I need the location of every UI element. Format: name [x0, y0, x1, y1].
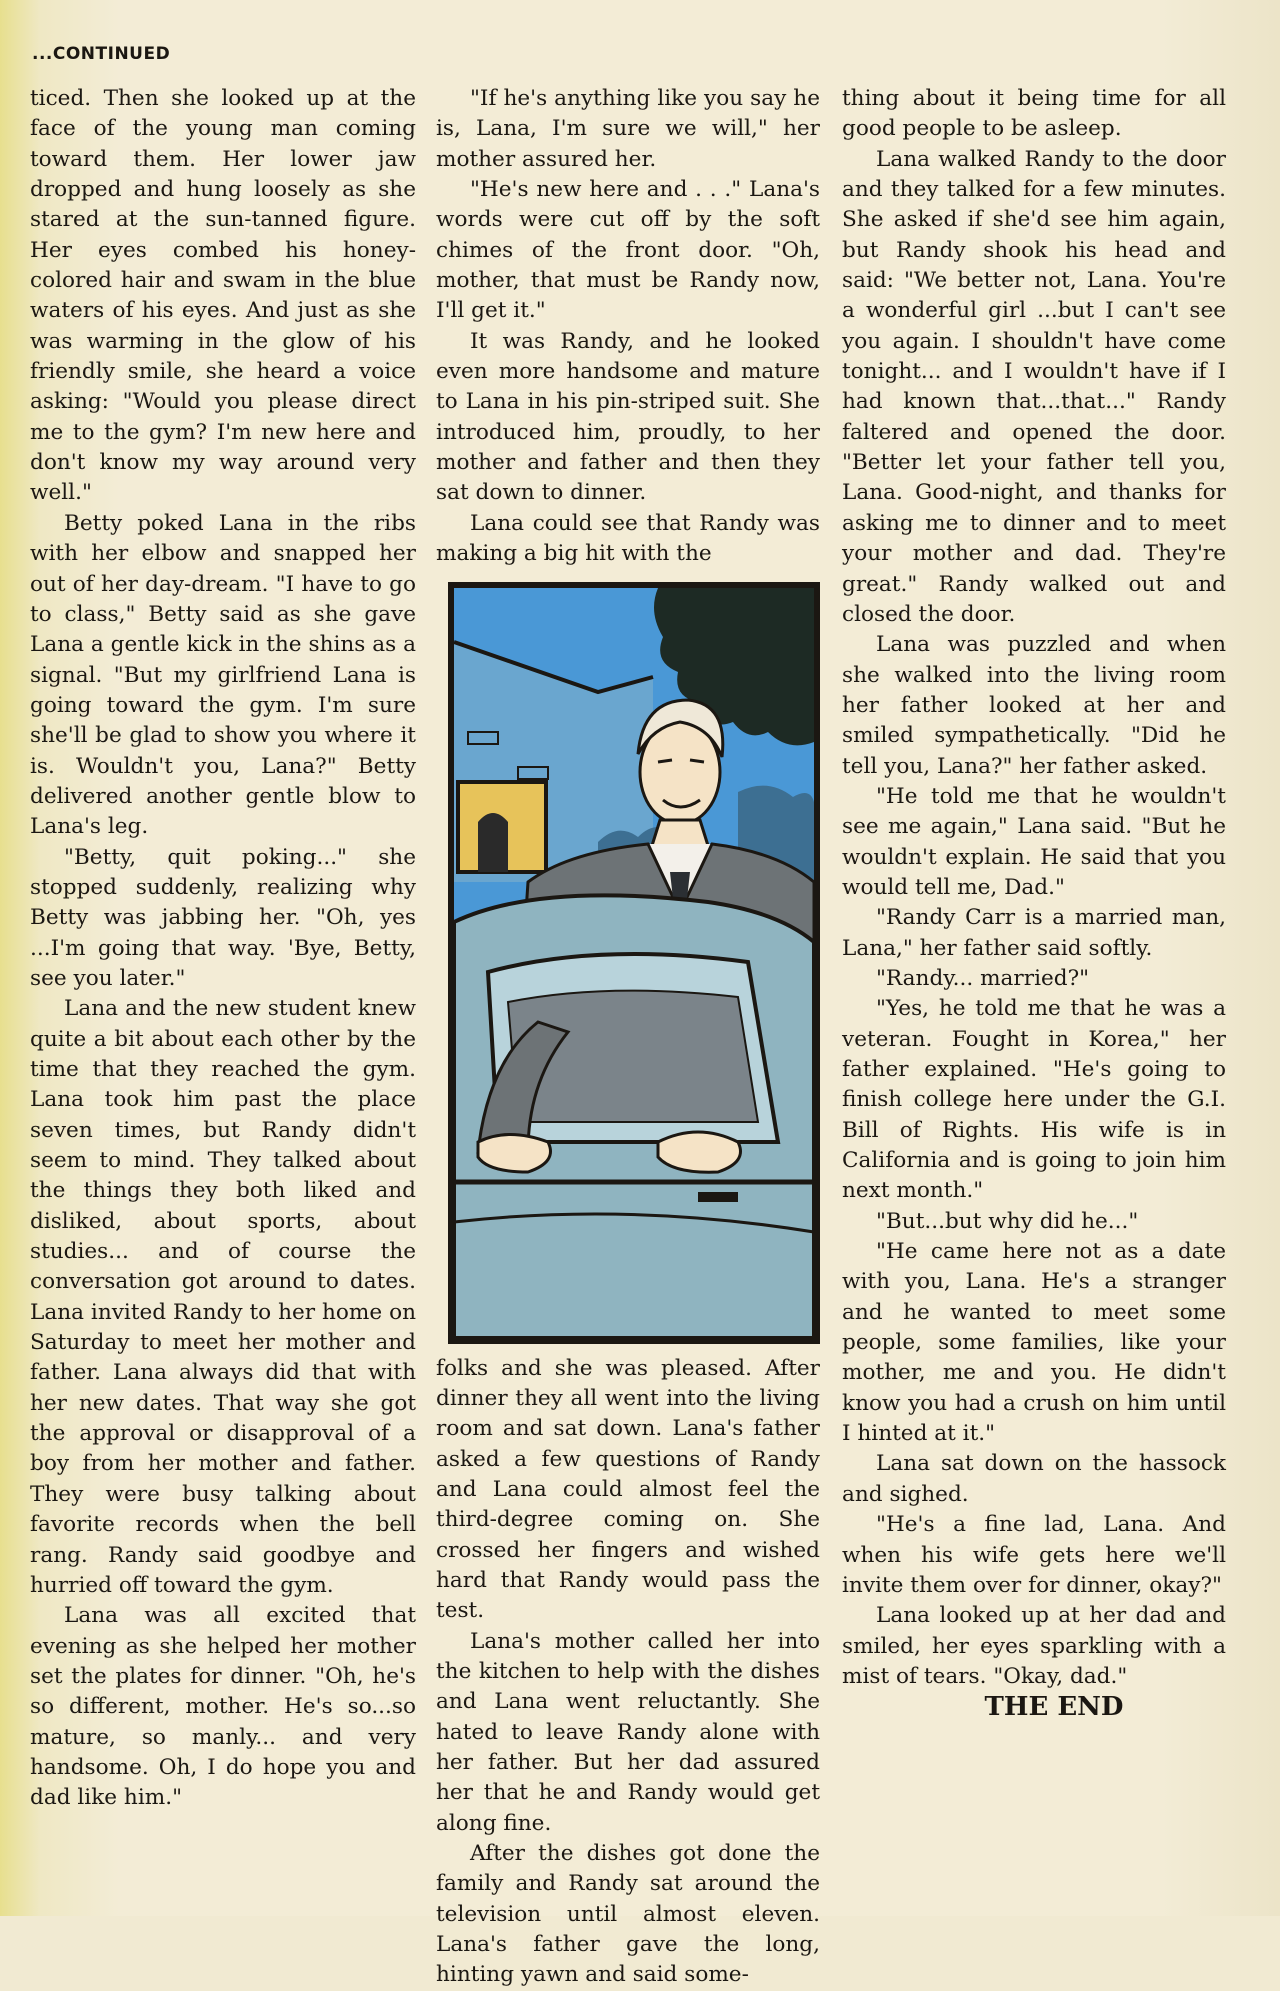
paragraph: Lana walked Randy to the door and they talked for a few minutes. She asked if she'd see him again, but Randy shook his head and said: "We better not, Lana. You're a wonderful girl ...but I can't see you again. I shouldn't have come tonight... and I wouldn't have if I had known that...that..." Randy faltered and opened the door. "Better let your father tell you, Lana. Good-night, and thanks for asking me to dinner and to meet your mother and dad. They're great." Randy walked out and closed the door.	[842, 146, 1226, 627]
paragraph: Lana's mother called her into the kitchen to help with the dishes and Lana went reluctantly. She hated to leave Randy alone with her father. But her dad assured her that he and Randy would get along fine.	[436, 1628, 820, 1836]
paragraph: Lana and the new student knew quite a bit about each other by the time that they reached the gym. Lana took him past the place seven times, but Randy didn't seem to mind. They talked about the things they both liked and disliked, about sports, about studies... and of course the conversation got around to dates. Lana invited Randy to her home on Saturday to meet her mother and father. Lana always did that with her new dates. That way she got the approval or disapproval of a boy from her mother and father. They were busy talking about favorite records when the bell rang. Randy said goodbye and hurried off toward the gym.	[30, 996, 416, 1598]
paragraph: Lana was all excited that evening as she helped her mother set the plates for dinner. "Oh, he's so different, mother. He's so...so mature, so manly... and very handsome. Oh, I do hope you and dad like him."	[30, 1603, 416, 1811]
column-1	[30, 84, 416, 1814]
paragraph: ticed. Then she looked up at the face of the young man coming toward them. Her lower jaw dropped and hung loosely as she stared at the sun-tanned figure. Her eyes combed his honey-colored hair and swam in the blue waters of his eyes. And just as she was warming in the glow of his friendly smile, she heard a voice asking: "Would you please direct me to the gym? I'm new here and don't know my way around very well."	[30, 86, 416, 506]
paragraph: Lana sat down on the hassock and sighed.	[842, 1451, 1226, 1507]
paragraph: "He told me that he wouldn't see me again," Lana said. "But he wouldn't explain. He said that you would tell me, Dad."	[842, 783, 1226, 900]
paragraph: "He's new here and . . ." Lana's words were cut off by the soft chimes of the front door. "Oh, mother, that must be Randy now, I'll get it."	[436, 177, 820, 324]
paragraph: "But...but why did he..."	[876, 1208, 1139, 1234]
illustration-panel	[448, 582, 820, 1344]
paragraph: "Yes, he told me that he was a veteran. Fought in Korea," her father explained. "He's going to finish college here under the G.I. Bill of Rights. His wife is in California and is going to join him next month."	[842, 996, 1226, 1204]
paragraph: "He's a fine lad, Lana. And when his wife gets here we'll invite them over for dinner, okay?"	[842, 1512, 1226, 1598]
paragraph: "If he's anything like you say he is, Lana, I'm sure we will," her mother assured her.	[436, 86, 820, 172]
paragraph: It was Randy, and he looked even more handsome and mature to Lana in his pin-striped suit. She introduced him, proudly, to her mother and father and then they sat down to dinner.	[436, 328, 820, 506]
paragraph: After the dishes got done the family and Randy sat around the television until almost eleven. Lana's father gave the long, hinting yawn and said some-	[436, 1841, 820, 1988]
paragraph: thing about it being time for all good people to be asleep.	[842, 86, 1226, 142]
the-end-label: THE END	[984, 1692, 1124, 1723]
column-2	[436, 84, 820, 1991]
randy-in-car-illustration	[448, 582, 820, 1344]
paragraph: "He came here not as a date with you, Lana. He's a stranger and he wanted to meet some people, some families, like your mother, me and you. He didn't know you had a crush on him until I hinted at it."	[842, 1239, 1226, 1447]
continued-label: ...CONTINUED	[32, 44, 171, 64]
paragraph: Betty poked Lana in the ribs with her elbow and snapped her out of her day-dream. "I have to go to class," Betty said as she gave Lana a gentle kick in the shins as a signal. "But my girlfriend Lana is going toward the gym. I'm sure she'll be glad to show you where it is. Wouldn't you, Lana?" Betty delivered another gentle blow to Lana's leg.	[30, 510, 416, 840]
paragraph: folks and she was pleased. After dinner they all went into the living room and sat down. Lana's father asked a few questions of Randy and Lana could almost feel the third-degree coming on. She crossed her fingers and wished hard that Randy would pass the test.	[436, 1355, 820, 1624]
paragraph: "Randy... married?"	[876, 965, 1090, 991]
paragraph: "Randy Carr is a married man, Lana," her father said softly.	[842, 905, 1226, 961]
paragraph: Lana was puzzled and when she walked into the living room her father looked at her and smiled sympathetically. "Did he tell you, Lana?" her father asked.	[842, 632, 1226, 779]
column-3	[842, 84, 1226, 1723]
paragraph: "Betty, quit poking..." she stopped suddenly, realizing why Betty was jabbing her. "Oh, yes ...I'm going that way. 'Bye, Betty, see you later."	[30, 844, 416, 991]
paragraph: Lana looked up at her dad and smiled, her eyes sparkling with a mist of tears. "Okay, dad."	[842, 1603, 1226, 1689]
paragraph: Lana could see that Randy was making a big hit with the	[436, 510, 820, 567]
